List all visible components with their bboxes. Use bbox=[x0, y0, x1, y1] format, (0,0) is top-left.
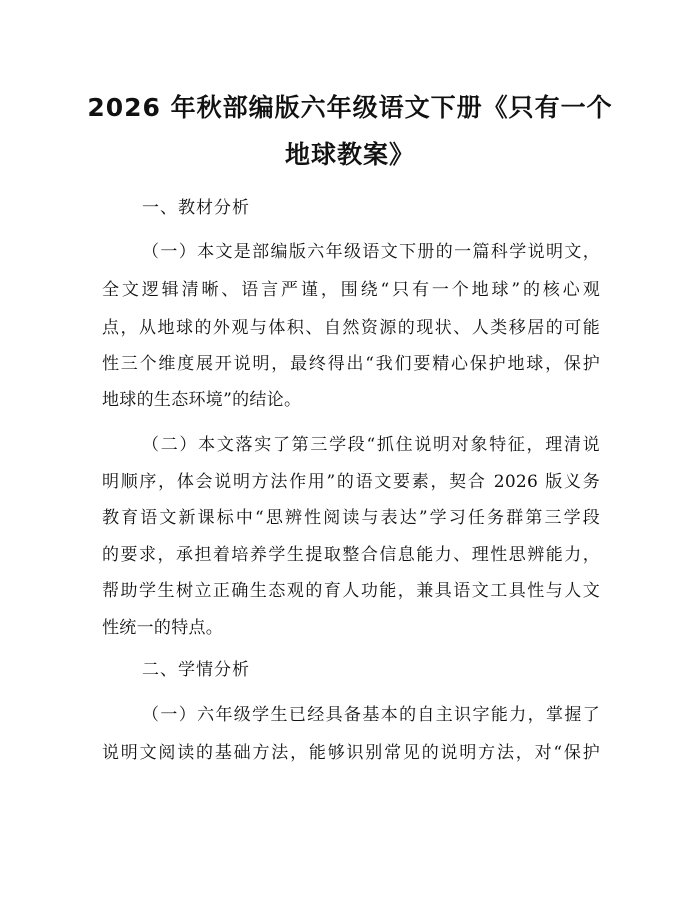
paragraph-2-line: （二）本文落实了第三学段“抓住说明对象特征，理清说 bbox=[142, 435, 600, 455]
paragraph-1-line: 地球的生态环境”的结论。 bbox=[102, 390, 302, 410]
document-title-line-1: 2026 年秋部编版六年级语文下册《只有一个 bbox=[87, 93, 613, 122]
section-heading-learner-analysis: 二、学情分析 bbox=[142, 660, 250, 680]
paragraph-2-line: 帮助学生树立正确生态观的育人功能，兼具语文工具性与人文 bbox=[102, 581, 600, 601]
paragraph-2-line: 的要求，承担着培养学生提取整合信息能力、理性思辨能力， bbox=[102, 545, 600, 565]
paragraph-2-line: 明顺序，体会说明方法作用”的语文要素，契合 2026 版义务 bbox=[102, 472, 600, 492]
paragraph-1-line: （一）本文是部编版六年级语文下册的一篇科学说明文， bbox=[142, 242, 600, 262]
paragraph-2-line: 教育语文新课标中“思辨性阅读与表达”学习任务群第三学段 bbox=[102, 508, 600, 528]
paragraph-3-line: 说明文阅读的基础方法，能够识别常见的说明方法，对“保护 bbox=[102, 743, 600, 763]
document-title-line-2: 地球教案》 bbox=[284, 140, 415, 169]
section-heading-textbook-analysis: 一、教材分析 bbox=[142, 198, 250, 218]
paragraph-1-line: 性三个维度展开说明，最终得出“我们要精心保护地球，保护 bbox=[102, 354, 600, 374]
paragraph-3-line: （一）六年级学生已经具备基本的自主识字能力，掌握了 bbox=[142, 705, 600, 725]
paragraph-2-line: 性统一的特点。 bbox=[102, 618, 224, 638]
paragraph-1-line: 全文逻辑清晰、语言严谨，围绕“只有一个地球”的核心观 bbox=[102, 280, 600, 300]
paragraph-1-line: 点，从地球的外观与体积、自然资源的现状、人类移居的可能 bbox=[102, 318, 600, 338]
